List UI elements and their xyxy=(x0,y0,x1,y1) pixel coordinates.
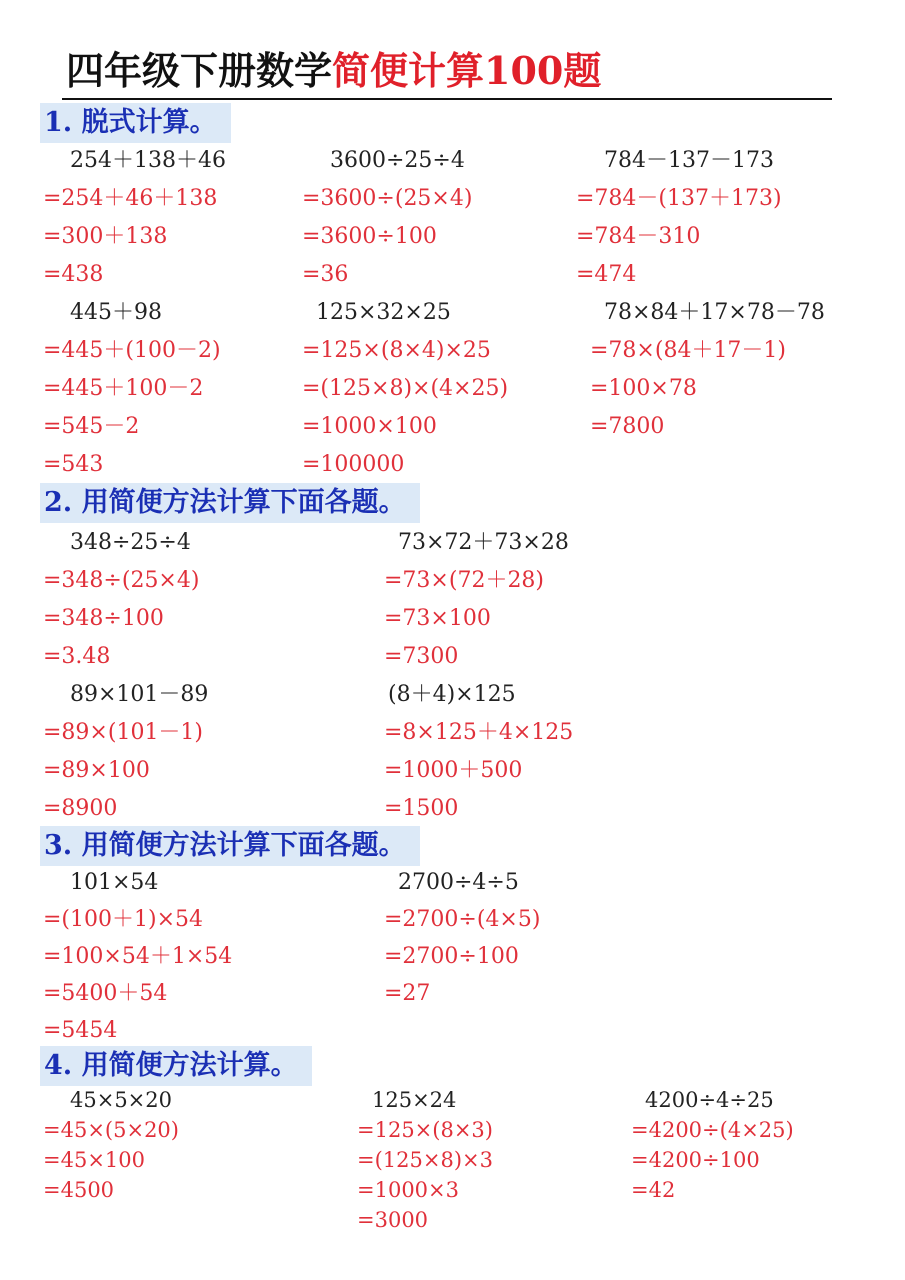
problem-question: 125×24 xyxy=(372,1088,457,1112)
problem-question: 73×72＋73×28 xyxy=(398,530,569,555)
solution-step: =(125×8)×(4×25) xyxy=(302,376,509,401)
solution-step: =42 xyxy=(631,1178,676,1202)
solution-step: =8×125＋4×125 xyxy=(384,720,574,745)
title-red-part: 简便计算100题 xyxy=(332,48,602,93)
solution-step: =3600÷(25×4) xyxy=(302,186,473,211)
solution-step: =300＋138 xyxy=(43,224,168,249)
solution-step: =89×(101－1) xyxy=(43,720,204,745)
solution-step: =8900 xyxy=(43,796,118,821)
solution-step: =1000×3 xyxy=(357,1178,459,1202)
solution-step: =89×100 xyxy=(43,758,150,783)
section-1-heading: 1. 脱式计算。 xyxy=(40,103,231,143)
problem-question: 254＋138＋46 xyxy=(70,148,226,173)
title-underline xyxy=(62,98,832,100)
problem-question: (8＋4)×125 xyxy=(388,682,516,707)
solution-step: =(100＋1)×54 xyxy=(43,907,204,932)
problem-question: 101×54 xyxy=(70,870,159,895)
solution-step: =5454 xyxy=(43,1018,118,1043)
solution-step: =100000 xyxy=(302,452,405,477)
problem-question: 78×84＋17×78－78 xyxy=(604,300,825,325)
solution-step: =784－310 xyxy=(576,224,701,249)
solution-step: =125×(8×3) xyxy=(357,1118,493,1142)
title-black-part: 四年级下册数学 xyxy=(66,48,333,93)
solution-step: =2700÷(4×5) xyxy=(384,907,541,932)
problem-question: 784－137－173 xyxy=(604,148,774,173)
solution-step: =543 xyxy=(43,452,104,477)
problem-question: 4200÷4÷25 xyxy=(645,1088,774,1112)
solution-step: =5400＋54 xyxy=(43,981,168,1006)
solution-step: =3600÷100 xyxy=(302,224,437,249)
solution-step: =348÷100 xyxy=(43,606,164,631)
solution-step: =254＋46＋138 xyxy=(43,186,218,211)
solution-step: =3000 xyxy=(357,1208,429,1232)
solution-step: =474 xyxy=(576,262,637,287)
solution-step: =445＋100－2 xyxy=(43,376,204,401)
solution-step: =2700÷100 xyxy=(384,944,519,969)
solution-step: =7800 xyxy=(590,414,665,439)
solution-step: =45×100 xyxy=(43,1148,145,1172)
solution-step: =784－(137＋173) xyxy=(576,186,782,211)
solution-step: =45×(5×20) xyxy=(43,1118,179,1142)
solution-step: =348÷(25×4) xyxy=(43,568,200,593)
solution-step: =78×(84＋17－1) xyxy=(590,338,787,363)
solution-step: =100×78 xyxy=(590,376,697,401)
problem-question: 125×32×25 xyxy=(316,300,451,325)
solution-step: =125×(8×4)×25 xyxy=(302,338,491,363)
problem-question: 45×5×20 xyxy=(70,1088,172,1112)
solution-step: =36 xyxy=(302,262,349,287)
solution-step: =73×(72＋28) xyxy=(384,568,545,593)
solution-step: =1000×100 xyxy=(302,414,437,439)
problem-question: 3600÷25÷4 xyxy=(330,148,465,173)
solution-step: =7300 xyxy=(384,644,459,669)
page-title xyxy=(66,46,601,96)
solution-step: =27 xyxy=(384,981,431,1006)
solution-step: =4200÷100 xyxy=(631,1148,760,1172)
section-4-heading: 4. 用简便方法计算。 xyxy=(40,1046,312,1086)
solution-step: =3.48 xyxy=(43,644,111,669)
problem-question: 445＋98 xyxy=(70,300,162,325)
problem-question: 89×101－89 xyxy=(70,682,209,707)
solution-step: =545－2 xyxy=(43,414,140,439)
solution-step: =1500 xyxy=(384,796,459,821)
section-2-heading: 2. 用简便方法计算下面各题。 xyxy=(40,483,420,523)
solution-step: =(125×8)×3 xyxy=(357,1148,493,1172)
problem-question: 2700÷4÷5 xyxy=(398,870,519,895)
solution-step: =4500 xyxy=(43,1178,115,1202)
solution-step: =445＋(100－2) xyxy=(43,338,221,363)
solution-step: =438 xyxy=(43,262,104,287)
solution-step: =4200÷(4×25) xyxy=(631,1118,794,1142)
section-3-heading: 3. 用简便方法计算下面各题。 xyxy=(40,826,420,866)
solution-step: =100×54＋1×54 xyxy=(43,944,233,969)
problem-question: 348÷25÷4 xyxy=(70,530,191,555)
solution-step: =1000＋500 xyxy=(384,758,523,783)
solution-step: =73×100 xyxy=(384,606,491,631)
